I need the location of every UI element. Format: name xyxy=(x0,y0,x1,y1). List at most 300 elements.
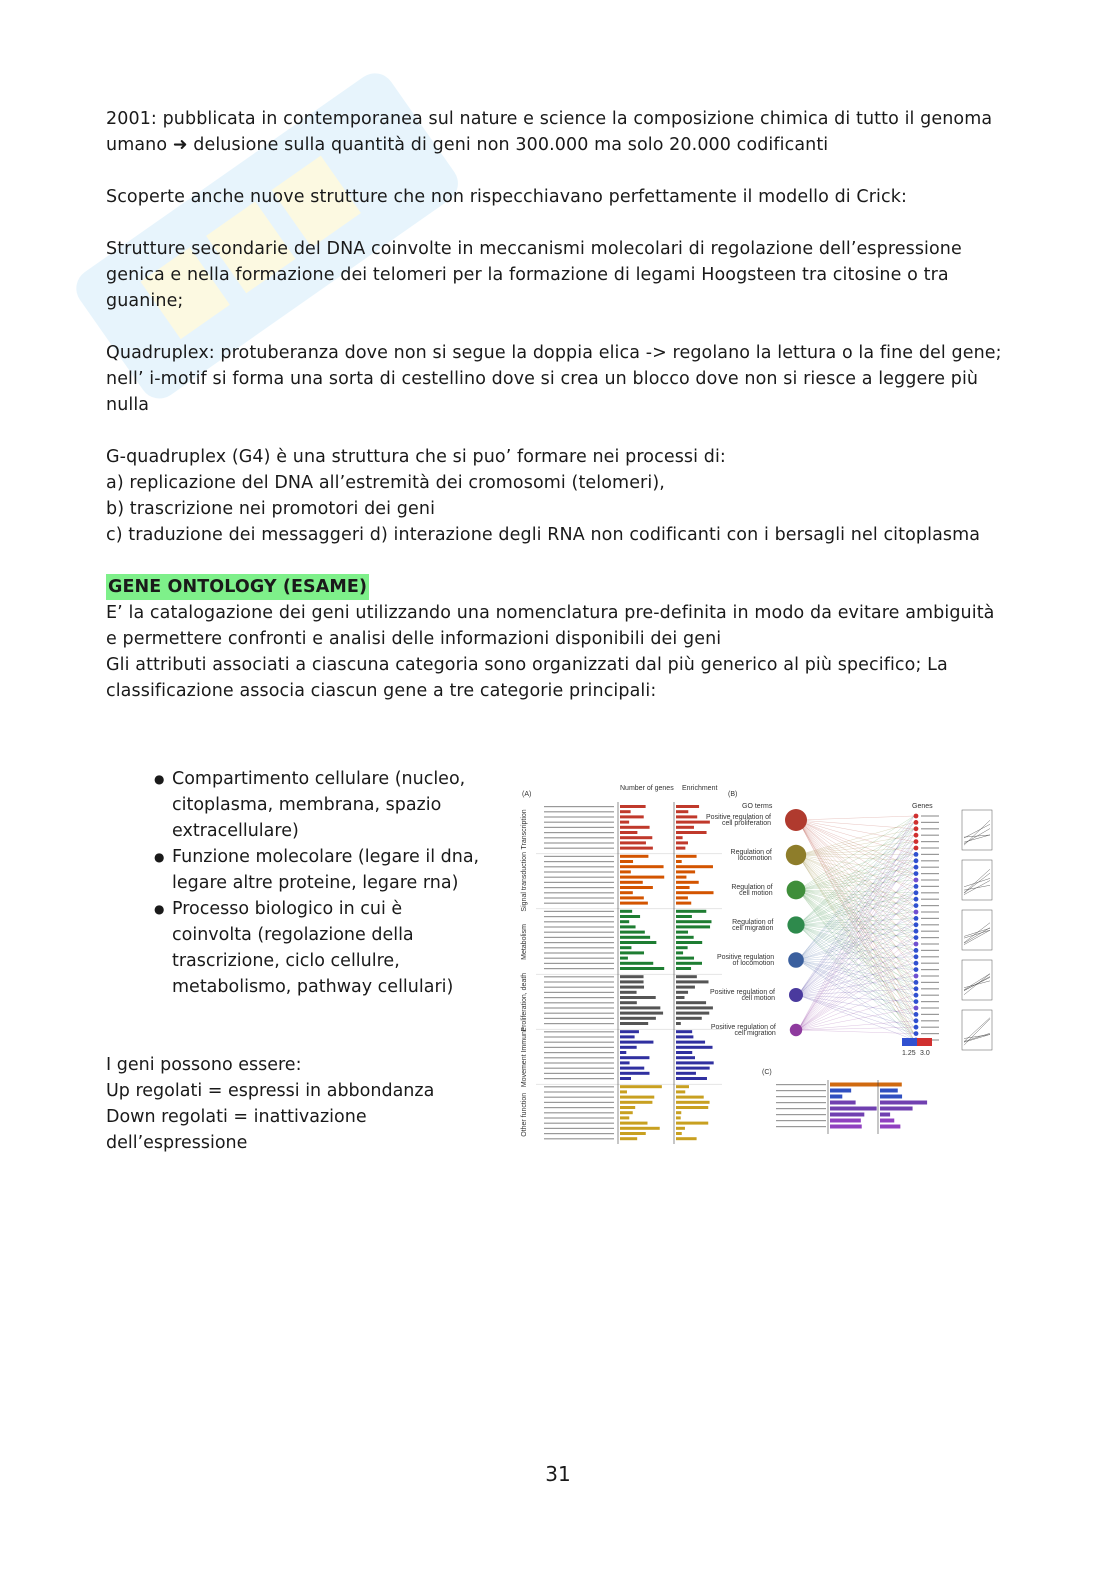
list-item: ● Funzione molecolare (legare il dna, legare altre proteine, legare rna) xyxy=(150,844,480,896)
term-label-line xyxy=(544,942,614,943)
gene-node xyxy=(914,1018,919,1023)
paragraph-g4-b: b) trascrizione nei promotori dei geni xyxy=(106,499,436,519)
term-label-line xyxy=(776,1120,826,1121)
mini-plot-line xyxy=(964,1018,990,1042)
enrichment-bar xyxy=(676,1035,693,1038)
gene-count-bar xyxy=(620,1006,660,1009)
term-label-line xyxy=(544,1097,614,1098)
go-term-node xyxy=(787,916,804,933)
term-label-line xyxy=(544,916,614,917)
go-term-node xyxy=(787,881,806,900)
enrichment-bar xyxy=(676,962,702,965)
enrichment-bar xyxy=(676,855,697,858)
gene-label-line xyxy=(921,995,939,996)
network-edge xyxy=(798,989,914,995)
mini-plot-line xyxy=(964,977,990,991)
gene-label-line xyxy=(921,956,939,957)
gene-node xyxy=(914,954,919,959)
enrichment-bar xyxy=(676,860,682,863)
network-edge xyxy=(798,890,914,1002)
gene-count-bar xyxy=(620,841,646,844)
term-label-line xyxy=(544,992,614,993)
gene-count-bar xyxy=(620,815,644,818)
term-label-line xyxy=(544,1047,614,1048)
go-term-label: Positive regulation of xyxy=(706,814,771,821)
enrichment-bar xyxy=(676,1022,681,1025)
go-term-label: Regulation of xyxy=(732,919,774,926)
gene-node xyxy=(914,839,919,844)
gene-node xyxy=(914,935,919,940)
gene-label-line xyxy=(921,860,939,861)
enrichment-bar xyxy=(676,870,695,873)
mini-plot-line xyxy=(964,923,990,943)
gene-count-bar xyxy=(620,925,636,928)
term-label-line xyxy=(544,816,614,817)
gene-count-bar xyxy=(620,1127,660,1130)
term-label-line xyxy=(544,976,614,977)
enrichment-bar xyxy=(676,805,699,808)
enrichment-bar xyxy=(676,1106,708,1109)
network-edge xyxy=(798,820,914,829)
term-label-line xyxy=(544,887,614,888)
gene-label-line xyxy=(921,918,939,919)
panel-c-bars xyxy=(776,1080,927,1134)
go-term-node xyxy=(785,809,807,831)
gene-node xyxy=(914,986,919,991)
term-label-line xyxy=(544,861,614,862)
gene-node xyxy=(914,999,919,1004)
term-label-line xyxy=(544,842,614,843)
gene-count-bar xyxy=(620,855,648,858)
mini-plot-line xyxy=(964,928,990,944)
gene-count-bar xyxy=(620,805,646,808)
gene-count-bar xyxy=(620,910,632,913)
term-label-line xyxy=(544,1073,614,1074)
enrichment-bar xyxy=(676,1111,681,1114)
category-label: Metabolism xyxy=(521,924,528,960)
gene-count-bar xyxy=(620,1106,635,1109)
scale-bar-low xyxy=(902,1038,917,1046)
mini-plot-line xyxy=(964,869,990,893)
gene-node xyxy=(914,833,919,838)
genes-title: Genes xyxy=(912,803,933,810)
gene-count-bar xyxy=(830,1113,864,1117)
enrichment-bar xyxy=(676,910,706,913)
category-label: Signal transduction xyxy=(521,852,528,912)
network-edge xyxy=(798,938,914,1030)
network-edge xyxy=(798,950,914,995)
term-label-line xyxy=(544,932,614,933)
panel-a-label: (A) xyxy=(522,791,532,798)
gene-node xyxy=(914,858,919,863)
gene-count-bar xyxy=(620,1090,627,1093)
category-label: Transcription xyxy=(521,809,528,850)
term-label-line xyxy=(544,1133,614,1134)
gene-count-bar xyxy=(620,1061,630,1064)
network-edge xyxy=(798,1030,914,1034)
go-term-label: cell motion xyxy=(739,890,773,897)
network-edge xyxy=(798,816,914,960)
gene-count-bar xyxy=(620,865,664,868)
gene-label-line xyxy=(921,1007,939,1008)
go-term-label: cell motion xyxy=(741,995,775,1002)
gene-count-bar xyxy=(620,1101,652,1104)
enrichment-bar xyxy=(676,1077,707,1080)
gene-label-line xyxy=(921,1020,939,1021)
network-edge xyxy=(798,995,914,1002)
gene-label-line xyxy=(921,969,939,970)
term-label-line xyxy=(544,921,614,922)
enrichment-bar xyxy=(676,980,709,983)
gene-label-line xyxy=(921,975,939,976)
expression-mini-plots xyxy=(962,810,992,1050)
term-label-line xyxy=(544,1112,614,1113)
enrichment-bar xyxy=(676,831,707,834)
term-label-line xyxy=(776,1126,826,1127)
enrichment-bar xyxy=(676,1061,714,1064)
gene-count-bar xyxy=(620,886,653,889)
mini-plot-line xyxy=(964,930,990,938)
term-label-line xyxy=(544,911,614,912)
term-label-line xyxy=(544,1123,614,1124)
term-label-line xyxy=(544,987,614,988)
gene-count-bar xyxy=(620,1051,626,1054)
genes-intro: I geni possono essere: xyxy=(106,1055,302,1075)
term-label-line xyxy=(544,822,614,823)
gene-label-line xyxy=(921,988,939,989)
gene-count-bar xyxy=(620,860,633,863)
term-label-line xyxy=(544,877,614,878)
enrichment-bar xyxy=(676,891,714,894)
term-label-line xyxy=(544,958,614,959)
enrichment-bar xyxy=(676,821,710,824)
term-label-line xyxy=(544,937,614,938)
gene-count-bar xyxy=(620,920,629,923)
panel-c-label: (C) xyxy=(762,1069,772,1076)
gene-count-bar xyxy=(620,1017,656,1020)
gene-count-bar xyxy=(620,870,631,873)
go-term-label: cell migration xyxy=(732,925,774,932)
term-label-line xyxy=(544,1042,614,1043)
gene-count-bar xyxy=(620,1067,644,1070)
enrichment-bar xyxy=(676,991,688,994)
enrichment-bar xyxy=(676,1017,702,1020)
category-label: Movement Immune xyxy=(521,1027,528,1088)
gene-node xyxy=(914,852,919,857)
gene-count-bar xyxy=(620,1046,637,1049)
enrichment-bar xyxy=(676,1090,685,1093)
enrichment-bar xyxy=(676,847,685,850)
gene-count-bar xyxy=(620,1056,649,1059)
enrichment-bar xyxy=(880,1119,894,1123)
gene-count-bar xyxy=(620,936,650,939)
enrichment-bar xyxy=(880,1107,913,1111)
enrichment-bar xyxy=(676,1012,709,1015)
gene-count-bar xyxy=(620,915,640,918)
mini-plot-line xyxy=(964,820,990,845)
gene-node xyxy=(914,942,919,947)
gene-label-line xyxy=(921,886,939,887)
enrichment-bar xyxy=(676,896,688,899)
gene-count-bar xyxy=(620,1085,662,1088)
enrichment-bar xyxy=(676,941,702,944)
gene-label-line xyxy=(921,815,939,816)
term-label-line xyxy=(544,1013,614,1014)
go-term-node xyxy=(788,952,804,968)
gene-count-bar xyxy=(620,826,650,829)
gene-label-line xyxy=(921,854,939,855)
list-item: ● Processo biologico in cui è coinvolta (regolazione della trascrizione, ciclo cellulre, metabolismo, pathway cellulari) xyxy=(150,896,480,1000)
gene-label-line xyxy=(921,847,939,848)
category-label: Proliferation, death xyxy=(521,972,528,1032)
genes-up: Up regolati = espressi in abbondanza xyxy=(106,1081,435,1101)
paragraph-g4-c: c) traduzione dei messaggeri d) interazione degli RNA non codificanti con i bersagli nel citoplasma xyxy=(106,525,981,545)
gene-label-line xyxy=(921,873,939,874)
gene-count-bar xyxy=(620,962,653,965)
term-label-line xyxy=(544,968,614,969)
gene-node xyxy=(914,814,919,819)
term-label-line xyxy=(544,848,614,849)
gene-label-line xyxy=(921,905,939,906)
gene-count-bar xyxy=(620,931,645,934)
gene-count-bar xyxy=(620,1137,637,1140)
enrichment-bar xyxy=(880,1101,927,1105)
term-label-line xyxy=(544,1018,614,1019)
enrichment-bar xyxy=(676,876,686,879)
network-edge xyxy=(798,960,914,995)
term-label-line xyxy=(776,1090,826,1091)
term-label-line xyxy=(544,1052,614,1053)
gene-label-line xyxy=(921,950,939,951)
mini-plot-frame xyxy=(962,910,992,950)
network-edge xyxy=(798,899,914,925)
network-edge xyxy=(798,880,914,1030)
enrichment-bar xyxy=(676,1101,710,1104)
gene-nodes xyxy=(914,814,939,1043)
gene-count-bar xyxy=(620,881,643,884)
category-list xyxy=(150,766,480,1000)
gene-node xyxy=(914,1025,919,1030)
enrichment-bar xyxy=(676,946,688,949)
enrichment-bar xyxy=(676,865,713,868)
paragraph-g4-a: a) replicazione del DNA all’estremità dei cromosomi (telomeri), xyxy=(106,473,665,493)
enrichment-bar xyxy=(676,967,691,970)
enrichment-bar xyxy=(676,902,691,905)
enrichment-bar xyxy=(676,1072,696,1075)
enrichment-bar xyxy=(676,1030,692,1033)
gene-count-bar xyxy=(620,946,631,949)
gene-label-line xyxy=(921,867,939,868)
term-label-line xyxy=(544,1107,614,1108)
gene-node xyxy=(914,929,919,934)
term-label-line xyxy=(544,1078,614,1079)
term-label-line xyxy=(544,1002,614,1003)
gene-node xyxy=(914,890,919,895)
gene-label-line xyxy=(921,1027,939,1028)
enrichment-bar xyxy=(676,951,683,954)
enrichment-bar xyxy=(676,925,710,928)
gene-node xyxy=(914,967,919,972)
gene-label-line xyxy=(921,899,939,900)
network-edge xyxy=(798,855,914,912)
list-item: ● Compartimento cellulare (nucleo, citoplasma, membrana, spazio extracellulare) xyxy=(150,766,480,844)
term-label-line xyxy=(544,837,614,838)
enrichment-bar xyxy=(676,931,688,934)
term-label-line xyxy=(544,1138,614,1139)
term-label-line xyxy=(544,806,614,807)
go-term-label: locomotion xyxy=(737,855,772,862)
paragraph-go-definition: E’ la catalogazione dei geni utilizzando una nomenclatura pre-definita in modo da evitare ambiguità e permettere confronti e analisi delle informazioni disponibili dei geni xyxy=(106,603,995,649)
gene-label-line xyxy=(921,963,939,964)
enrichment-bar xyxy=(676,1137,697,1140)
term-label-line xyxy=(776,1108,826,1109)
gene-count-bar xyxy=(830,1083,880,1087)
gene-count-bar xyxy=(620,902,648,905)
gene-count-bar xyxy=(620,967,664,970)
gene-count-bar xyxy=(620,951,644,954)
enrichment-bar xyxy=(676,1001,706,1004)
enrichment-bar xyxy=(676,1085,689,1088)
term-label-line xyxy=(544,947,614,948)
gene-count-bar xyxy=(620,1022,648,1025)
gene-node xyxy=(914,826,919,831)
enrichment-bar xyxy=(676,1132,682,1135)
gene-count-bar xyxy=(620,1072,649,1075)
go-term-node xyxy=(789,988,803,1002)
gene-count-bar xyxy=(620,821,629,824)
gene-node xyxy=(914,878,919,883)
gene-count-bar xyxy=(620,986,644,989)
term-label-line xyxy=(544,1068,614,1069)
enrichment-bar xyxy=(676,1096,704,1099)
enrichment-bar xyxy=(880,1113,890,1117)
term-label-line xyxy=(544,1057,614,1058)
panel-a-col1: Number of genes xyxy=(620,785,674,792)
paragraph-g4-intro: G-quadruplex (G4) è una struttura che si puo’ formare nei processi di: xyxy=(106,447,726,467)
term-label-line xyxy=(776,1096,826,1097)
gene-label-line xyxy=(921,892,939,893)
gene-count-bar xyxy=(620,836,652,839)
page-number: 31 xyxy=(545,1462,571,1486)
gene-count-bar xyxy=(620,847,653,850)
enrichment-bar xyxy=(676,936,694,939)
term-label-line xyxy=(544,1102,614,1103)
term-label-line xyxy=(544,952,614,953)
term-label-line xyxy=(544,1062,614,1063)
paragraph-2001: 2001: pubblicata in contemporanea sul nature e science la composizione chimica di tutto il genoma umano ➜ delusione sulla quantità di geni non 300.000 ma solo 20.000 codificanti xyxy=(106,109,993,155)
panel-a-col2: Enrichment xyxy=(682,785,718,792)
gene-label-line xyxy=(921,911,939,912)
gene-node xyxy=(914,884,919,889)
go-term-label: cell migration xyxy=(734,1030,776,1037)
gene-node xyxy=(914,910,919,915)
network-edge xyxy=(798,835,914,855)
gene-node xyxy=(914,948,919,953)
gene-count-bar xyxy=(830,1095,842,1099)
gene-count-bar xyxy=(620,1035,635,1038)
mini-plot-line xyxy=(964,873,990,893)
term-label-line xyxy=(776,1114,826,1115)
term-label-line xyxy=(544,1007,614,1008)
mini-plot-line xyxy=(964,1033,990,1041)
network-edges xyxy=(798,816,914,1040)
scale-min: 1.25 xyxy=(902,1050,916,1057)
gene-node xyxy=(914,903,919,908)
gene-count-bar xyxy=(620,1096,654,1099)
gene-count-bar xyxy=(620,810,631,813)
go-term-node xyxy=(786,845,806,865)
network-edge xyxy=(798,918,914,1030)
term-label-line xyxy=(544,897,614,898)
gene-node xyxy=(914,820,919,825)
gene-count-bar xyxy=(620,975,644,978)
gene-count-bar xyxy=(830,1089,851,1093)
scale-max: 3.0 xyxy=(920,1050,930,1057)
go-term-nodes xyxy=(706,809,807,1037)
network-edge xyxy=(798,925,914,950)
gene-label-line xyxy=(921,828,939,829)
panel-a-bars xyxy=(544,805,714,1140)
panel-b-label: (B) xyxy=(728,791,738,798)
network-edge xyxy=(798,995,914,1030)
gene-count-bar xyxy=(830,1125,862,1129)
gene-count-bar xyxy=(620,1001,637,1004)
term-label-line xyxy=(544,856,614,857)
gene-count-bar xyxy=(620,1012,663,1015)
enrichment-bar xyxy=(676,915,692,918)
mini-plot-line xyxy=(964,1034,990,1042)
enrichment-bar xyxy=(676,1006,713,1009)
gene-node xyxy=(914,916,919,921)
network-edge xyxy=(798,890,914,957)
enrichment-bar xyxy=(676,1116,681,1119)
paragraph-go-attributes: Gli attributi associati a ciascuna categoria sono organizzati dal più generico al più specifico; La classificazione associa ciascun gene a tre categorie principali: xyxy=(106,655,948,701)
gene-count-bar xyxy=(620,876,664,879)
gene-label-line xyxy=(921,841,939,842)
gene-count-bar xyxy=(620,957,628,960)
term-label-line xyxy=(544,871,614,872)
gene-count-bar xyxy=(830,1119,861,1123)
go-term-label: Positive regulation xyxy=(716,954,775,961)
gene-count-bar xyxy=(620,1122,647,1125)
go-term-label: Regulation of xyxy=(730,849,772,856)
term-label-line xyxy=(544,963,614,964)
gene-count-bar xyxy=(620,980,644,983)
go-term-node xyxy=(790,1024,802,1036)
enrichment-bar xyxy=(676,986,695,989)
gene-count-bar xyxy=(620,1111,633,1114)
gene-label-line xyxy=(921,1001,939,1002)
gene-label-line xyxy=(921,835,939,836)
gene-label-line xyxy=(921,931,939,932)
go-term-label: Positive regulation of xyxy=(710,989,775,996)
gene-node xyxy=(914,980,919,985)
network-edge xyxy=(798,867,914,1030)
go-term-label: Positive regulation of xyxy=(710,1024,776,1031)
enrichment-bar xyxy=(676,826,694,829)
gene-label-line xyxy=(921,982,939,983)
gene-count-bar xyxy=(620,1041,653,1044)
network-edge xyxy=(798,842,914,890)
gene-count-bar xyxy=(620,1030,639,1033)
gene-count-bar xyxy=(620,896,644,899)
enrichment-bar xyxy=(676,996,684,999)
category-label: Other function xyxy=(521,1092,528,1137)
enrichment-bar xyxy=(676,1041,705,1044)
gene-count-bar xyxy=(620,1116,629,1119)
gene-count-bar xyxy=(620,996,656,999)
enrichment-bar xyxy=(880,1083,902,1087)
